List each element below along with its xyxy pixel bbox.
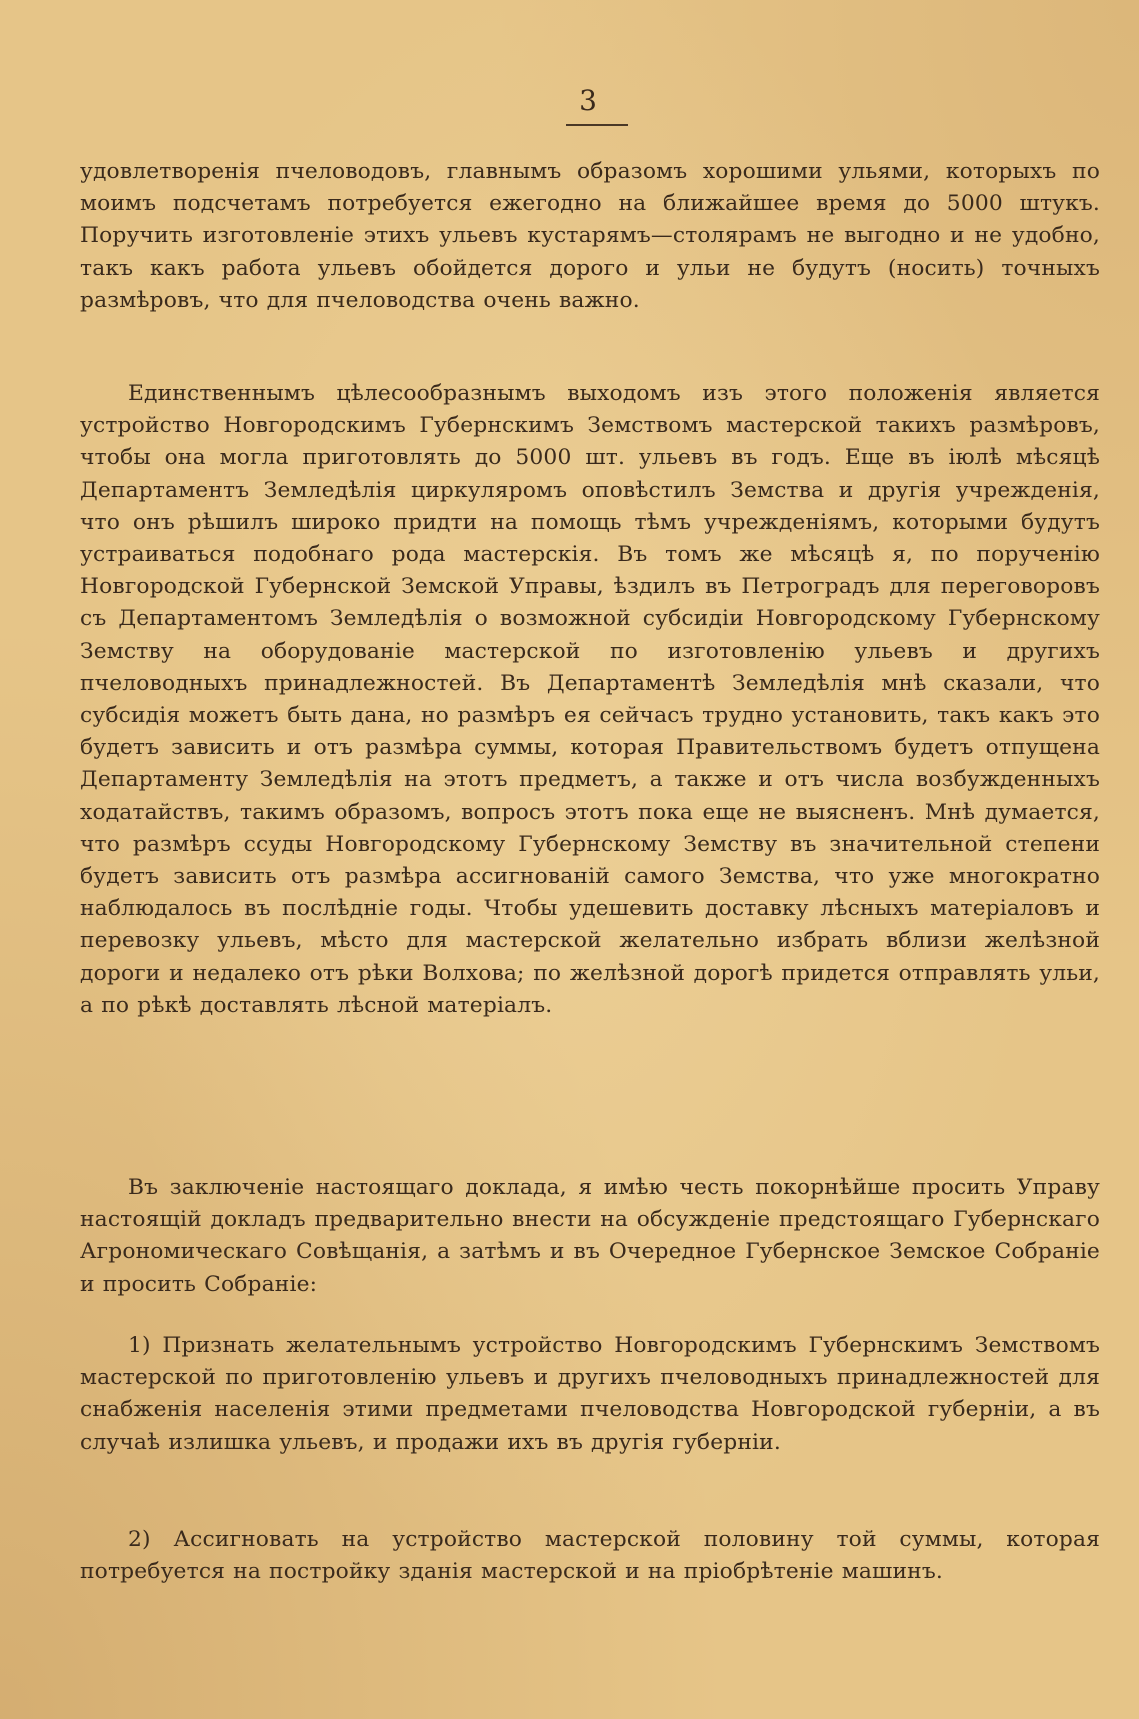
page-number: 3	[579, 84, 597, 117]
paragraph-continuation	[80, 156, 1100, 317]
page-number-underline	[566, 124, 628, 126]
paragraph-workshop-proposal	[80, 378, 1100, 1022]
list-item-resolution-1	[80, 1330, 1100, 1459]
paragraph-text: Единственнымъ цѣлесообразнымъ выходомъ изъ этого положенія является устройство Новгородскимъ Губернскимъ Земствомъ мастерской такихъ размѣровъ, чтобы она могла приготовлять до 5000 шт. ульевъ въ годъ. Еще въ іюлѣ мѣсяцѣ Департаментъ Земледѣлія циркуляромъ оповѣстилъ Земства и другія учрежденія, что онъ рѣшилъ широко придти на помощь тѣмъ учрежденіямъ, которыми будутъ устраиваться подобнаго рода мастерскія. Въ томъ же мѣсяцѣ я, по порученію Новгородской Губернской Земской Управы, ѣздилъ въ Петроградъ для переговоровъ съ Департаментомъ Земледѣлія о возможной субсидіи Новгородскому Губернскому Земству на оборудованіе мастерской по изготовленію ульевъ и другихъ пчеловодныхъ принадлежностей. Въ Департаментѣ Земледѣлія мнѣ сказали, что субсидія можетъ быть дана, но размѣръ ея сейчасъ трудно установить, такъ какъ это будетъ зависить и отъ размѣра суммы, которая Правительствомъ будетъ отпущена Департаменту Земледѣлія на этотъ предметъ, а также и отъ числа возбужденныхъ ходатайствъ, такимъ образомъ, вопросъ этотъ пока еще не выясненъ. Мнѣ думается, что размѣръ ссуды Новгородскому Губернскому Земству въ значительной степени будетъ зависить отъ размѣра ассигнованій самого Земства, что уже многократно наблюдалось въ послѣдніе годы. Чтобы удешевить доставку лѣсныхъ матеріаловъ и перевозку ульевъ, мѣсто для мастерской желательно избрать вблизи желѣзной дороги и недалеко отъ рѣки Волхова; по желѣзной дорогѣ придется отправлять ульи, а по рѣкѣ доставлять лѣсной матеріалъ.	[80, 381, 1100, 1018]
paragraph-conclusion	[80, 1172, 1100, 1301]
paragraph-text: удовлетворенія пчеловодовъ, главнымъ образомъ хорошими ульями, которыхъ по моимъ подсчетамъ потребуется ежегодно на ближайшее время до 5000 штукъ. Поручить изготовленіе этихъ ульевъ кустарямъ—столярамъ не выгодно и не удобно, такъ какъ работа ульевъ обойдется дорого и ульи не будутъ (носить) точныхъ размѣровъ, что для пчеловодства очень важно.	[80, 159, 1100, 313]
list-item-resolution-2	[80, 1524, 1100, 1588]
paragraph-text: Въ заключеніе настоящаго доклада, я имѣю честь покорнѣйше просить Управу настоящій докладъ предварительно внести на обсужденіе предстоящаго Губернскаго Агрономическаго Совѣщанія, а затѣмъ и въ Очередное Губернское Земское Собраніе и просить Собраніе:	[80, 1175, 1100, 1297]
paragraph-text: 2) Ассигновать на устройство мастерской половину той суммы, которая потребуется на постройку зданія мастерской и на пріобрѣтеніе машинъ.	[80, 1527, 1100, 1585]
paragraph-text: 1) Признать желательнымъ устройство Новгородскимъ Губернскимъ Земствомъ мастерской по приготовленію ульевъ и другихъ пчеловодныхъ принадлежностей для снабженія населенія этими предметами пчеловодства Новгородской губерніи, а въ случаѣ излишка ульевъ, и продажи ихъ въ другія губерніи.	[80, 1333, 1100, 1455]
